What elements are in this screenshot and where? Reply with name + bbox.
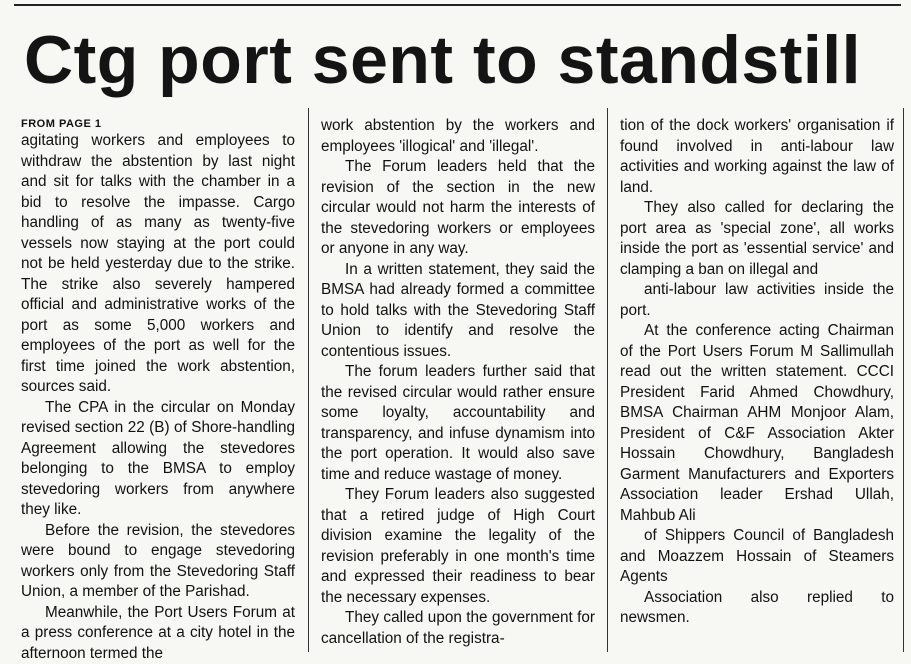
column-divider	[308, 108, 309, 652]
paragraph: At the conference acting Chairman of the Port Users Forum M Sallimullah read out the written statement. CCCI President Farid Ahmed Chowdhury, BMSA Chairman AHM Monjoor Alam, President of C&F Association Akter Hossain Chowdhury, Bangladesh Garment Manufacturers and Exporters Association leader Ershad Ullah, Mahbub Ali	[620, 321, 894, 526]
paragraph: tion of the dock workers' organisation if found involved in anti-labour law activities and working against the law of land.	[620, 116, 894, 198]
headline: Ctg port sent to standstill	[24, 10, 894, 110]
paragraph: agitating workers and employees to withdraw the abstention by last night and sit for talks with the chamber in a bid to resolve the impasse. Cargo handling of as many as twenty-five vessels now staying at the port could not be held yesterday due to the strike. The strike also severely hampered official and administrative works of the port as some 5,000 workers and employees of the port as well for the first time joined the work abstention, sources said.	[21, 131, 295, 398]
paragraph: They also called for declaring the port area as 'special zone', all works inside the port as 'essential service' and clamping a ban on illegal and	[620, 198, 894, 280]
article-column-1	[21, 118, 295, 664]
dateline: FROM PAGE 1	[21, 118, 295, 130]
paragraph: Meanwhile, the Port Users Forum at a press conference at a city hotel in the afternoon termed the	[21, 603, 295, 664]
column-divider	[607, 108, 608, 652]
paragraph: anti-labour law activities inside the port.	[620, 280, 894, 321]
paragraph: The CPA in the circular on Monday revised section 22 (B) of Shore-handling Agreement allowing the stevedores belonging to the BMSA to employ stevedoring workers from anywhere they like.	[21, 398, 295, 521]
column-divider	[903, 108, 904, 652]
paragraph: work abstention by the workers and employees 'illogical' and 'illegal'.	[321, 116, 595, 157]
paragraph: Association also replied to newsmen.	[620, 588, 894, 629]
article-column-3	[620, 116, 894, 629]
paragraph: In a written statement, they said the BMSA had already formed a committee to hold talks with the Stevedoring Staff Union to identify and resolve the contentious issues.	[321, 260, 595, 363]
paragraph: Before the revision, the stevedores were bound to engage stevedoring workers only from the Stevedoring Staff Union, a member of the Parishad.	[21, 521, 295, 603]
article-column-2	[321, 116, 595, 649]
paragraph: The Forum leaders held that the revision of the section in the new circular would not harm the interests of the stevedoring workers or employees or anyone in any way.	[321, 157, 595, 260]
paragraph: of Shippers Council of Bangladesh and Moazzem Hossain of Steamers Agents	[620, 526, 894, 588]
paragraph: They Forum leaders also suggested that a retired judge of High Court division examine the legality of the revision preferably in one month's time and expressed their readiness to bear the necessary expenses.	[321, 485, 595, 608]
paragraph: They called upon the government for cancellation of the registra-	[321, 608, 595, 649]
paragraph: The forum leaders further said that the revised circular would rather ensure some loyalty, accountability and transparency, and infuse dynamism into the port operation. It would also save time and reduce wastage of money.	[321, 362, 595, 485]
top-rule	[14, 4, 901, 6]
